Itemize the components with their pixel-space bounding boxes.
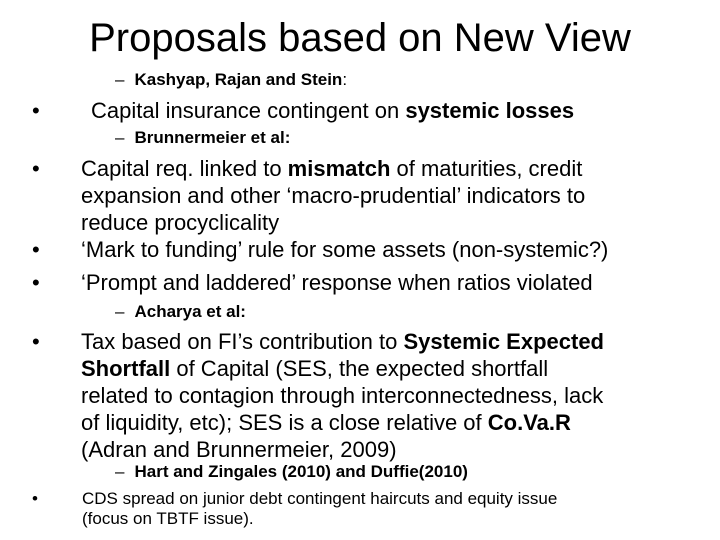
bullet-line-3: related to contagion through interconnectedness, lack (81, 383, 604, 408)
dash-marker: – (115, 302, 125, 321)
text-run: of maturities, credit (390, 156, 583, 181)
bullet-line: ‘Mark to funding’ rule for some assets (non-systemic?) (81, 237, 609, 262)
text-run: Capital req. linked to (81, 156, 288, 181)
bullet-line-1 (81, 328, 604, 355)
bullet-line (91, 97, 574, 124)
heading-text: Kashyap, Rajan and Stein (134, 70, 343, 89)
bold-run: Co.Va.R (487, 410, 571, 435)
section-heading-brunnermeier (115, 128, 290, 148)
section-heading-acharya (115, 302, 246, 322)
bullet-line-2: (focus on TBTF issue). (82, 509, 254, 528)
bullet-dot: • (32, 329, 40, 354)
bullet-dot: • (32, 237, 40, 262)
bullet-line-5: (Adran and Brunnermeier, 2009) (81, 437, 397, 462)
text-run: Capital insurance contingent on (91, 98, 406, 123)
section-heading-hart-zingales (115, 462, 468, 482)
text-run: Tax based on FI’s contribution to (81, 329, 404, 354)
text-run: of liquidity, etc); SES is a close relative of (81, 410, 488, 435)
heading-colon: : (342, 70, 348, 89)
section-heading-kashyap (115, 70, 347, 90)
bullet-line: ‘Prompt and laddered’ response when ratios violated (81, 270, 593, 295)
heading-text: Hart and Zingales (2010) and Duffie(2010) (134, 462, 468, 481)
bullet-line-3: reduce procyclicality (81, 210, 280, 235)
bullet-line-2 (81, 355, 548, 382)
heading-text: Brunnermeier et al: (134, 128, 291, 147)
bold-run: Systemic Expected (403, 329, 604, 354)
bullet-dot: • (32, 489, 38, 508)
bullet-line-4 (81, 409, 571, 436)
text-run: of Capital (SES, the expected shortfall (170, 356, 549, 381)
bold-run: mismatch (287, 156, 391, 181)
bold-run: Shortfall (81, 356, 171, 381)
bullet-line-2: expansion and other ‘macro-prudential’ indicators to (81, 183, 586, 208)
bullet-line-1 (81, 155, 582, 182)
heading-text: Acharya et al: (134, 302, 246, 321)
bullet-dot: • (32, 98, 40, 123)
dash-marker: – (115, 70, 125, 89)
slide-title: Proposals based on New View (89, 16, 631, 60)
dash-marker: – (115, 128, 125, 147)
bold-run: systemic losses (405, 98, 575, 123)
dash-marker: – (115, 462, 125, 481)
bullet-dot: • (32, 270, 40, 295)
bullet-line-1: CDS spread on junior debt contingent haircuts and equity issue (82, 489, 558, 508)
bullet-dot: • (32, 156, 40, 181)
